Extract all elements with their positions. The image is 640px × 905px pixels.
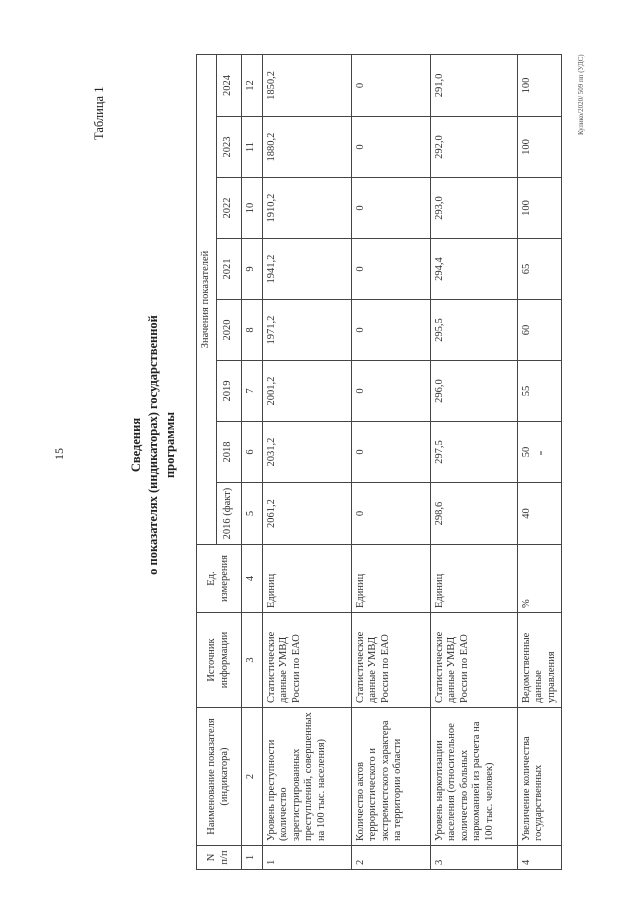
year-cell: 2020 [216, 300, 241, 361]
column-number: 10 [241, 178, 262, 239]
value-cell: 297,5 [430, 422, 517, 483]
column-number: 2 [241, 708, 262, 846]
column-number: 7 [241, 361, 262, 422]
indicator-unit: Единиц [430, 545, 517, 613]
year-cell: 2019 [216, 361, 241, 422]
year-cell: 2023 [216, 117, 241, 178]
indicator-source: Статистические данные УМВД России по ЕАО [430, 613, 517, 708]
value-cell: 2001,2 [262, 361, 351, 422]
column-number: 1 [241, 846, 262, 870]
column-number: 12 [241, 54, 262, 116]
title-line-1: Сведения [129, 417, 143, 473]
value-cell: 294,4 [430, 239, 517, 300]
column-number: 11 [241, 117, 262, 178]
table-label: Таблица 1 [92, 86, 106, 140]
value-cell: 0 [351, 483, 430, 545]
value-cell: 100 [517, 117, 562, 178]
column-number: 8 [241, 300, 262, 361]
indicator-name: Увеличение количества государственных [517, 708, 562, 846]
header-unit: Ед. измерения [197, 545, 242, 613]
value-cell: 0 [351, 117, 430, 178]
value-cell: 100 [517, 178, 562, 239]
value-cell: 295,5 [430, 300, 517, 361]
header-num: N п/п [197, 846, 242, 870]
header-values: Значения показателей [197, 54, 217, 544]
year-cell: 2024 [216, 54, 241, 116]
value-cell: 65 [517, 239, 562, 300]
column-number: 3 [241, 613, 262, 708]
value-cell: 0 [351, 239, 430, 300]
table-row [351, 54, 430, 869]
value-cell: 1850,2 [262, 54, 351, 116]
header-row [197, 54, 217, 869]
value-cell: 0 [351, 54, 430, 116]
value-cell: 40 [517, 483, 562, 545]
value-cell: 296,0 [430, 361, 517, 422]
indicator-source: Статистические данные УМВД России по ЕАО [262, 613, 351, 708]
year-cell: 2021 [216, 239, 241, 300]
value-cell: 0 [351, 361, 430, 422]
value-cell: 60 [517, 300, 562, 361]
indicator-source: Статистические данные УМВД России по ЕАО [351, 613, 430, 708]
value-cell: 100 [517, 54, 562, 116]
indicator-name: Уровень преступности (количество зарегистрированных преступлений, совершенных на 100 тыс. населения) [262, 708, 351, 846]
document-file-reference: Кулико/2020/ 509 пп (УДС) [577, 54, 585, 135]
column-number: 9 [241, 239, 262, 300]
value-cell: 293,0 [430, 178, 517, 239]
indicator-unit: Единиц [351, 545, 430, 613]
value-cell: 1971,2 [262, 300, 351, 361]
value-cell: 1910,2 [262, 178, 351, 239]
value-cell: 291,0 [430, 54, 517, 116]
row-num: 4 [517, 846, 562, 870]
column-numbers-row [241, 54, 262, 869]
value-cell: 55 [517, 361, 562, 422]
indicator-source: Ведомственные данные управления [517, 613, 562, 708]
title-line-2: о показателях (индикаторах) государственной программы [146, 315, 177, 575]
value-cell: 0 [351, 178, 430, 239]
year-cell: 2022 [216, 178, 241, 239]
year-cell: 2016 (факт) [216, 483, 241, 545]
value-cell: 2061,2 [262, 483, 351, 545]
value-cell: 1880,2 [262, 117, 351, 178]
row-num: 2 [351, 846, 430, 870]
indicators-table [196, 54, 562, 870]
row-num: 1 [262, 846, 351, 870]
indicator-unit: Единиц [262, 545, 351, 613]
table-row [430, 54, 517, 869]
value-cell: 1941,2 [262, 239, 351, 300]
table-row [262, 54, 351, 869]
table-row [517, 54, 562, 869]
page-number: 15 [52, 448, 66, 460]
column-number: 6 [241, 422, 262, 483]
column-number: 5 [241, 483, 262, 545]
indicator-unit: % [517, 545, 562, 613]
year-cell: 2018 [216, 422, 241, 483]
indicator-name: Уровень наркотизации населения (относительное количество больных наркоманией из расчета на 100 тыс. человек) [430, 708, 517, 846]
value-cell: 2031,2 [262, 422, 351, 483]
row-num: 3 [430, 846, 517, 870]
value-cell: 298,6 [430, 483, 517, 545]
document-title [128, 305, 179, 585]
value-cell: 50 [517, 422, 562, 483]
column-number: 4 [241, 545, 262, 613]
header-name: Наименование показателя (индикатора) [197, 708, 242, 846]
value-cell: 0 [351, 422, 430, 483]
value-cell: 0 [351, 300, 430, 361]
indicator-name: Количество актов террористического и экстремистского характера на территории области [351, 708, 430, 846]
header-source: Источник информации [197, 613, 242, 708]
value-cell: 292,0 [430, 117, 517, 178]
